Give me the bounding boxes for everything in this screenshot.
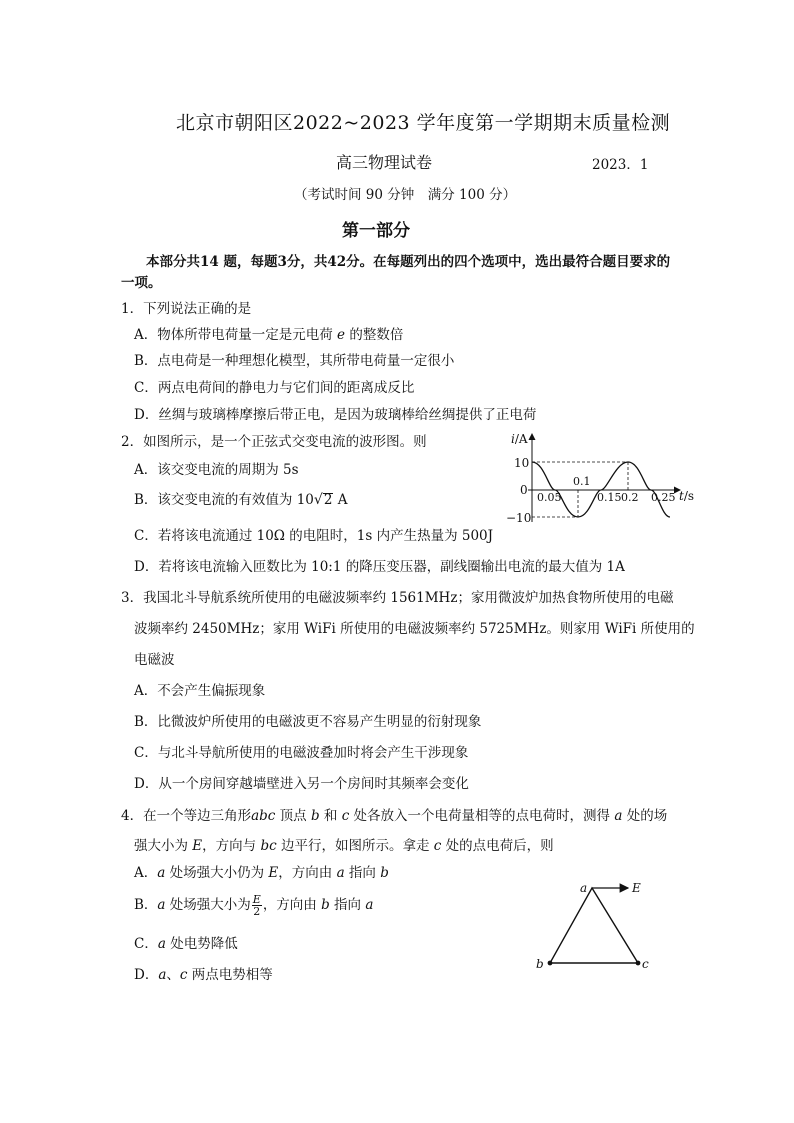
q1-stem: 1．下列说法正确的是: [121, 301, 252, 317]
x-axis-label: t/s: [679, 489, 695, 503]
q2-option-c: C．若将该电流通过 10Ω 的电阻时，1s 内产生热量为 500J: [134, 528, 494, 544]
y-axis-label: i/A: [511, 432, 528, 446]
q2-option-b: B．该交变电流的有效值为 10√2 A: [134, 492, 348, 508]
q3-stem-line3: 电磁波: [134, 652, 175, 668]
triangle-abc: [550, 888, 638, 963]
q2-stem: 2．如图所示，是一个正弦式交变电流的波形图。则: [121, 434, 427, 450]
part-intro-line2: 一项。: [121, 275, 162, 291]
y-tick-neg10: −10: [506, 511, 532, 525]
q1-option-c: C．两点电荷间的静电力与它们间的距离成反比: [134, 380, 415, 396]
q3-option-a: A．不会产生偏振现象: [134, 683, 266, 699]
part-intro-line1: 本部分共14 题，每题3分，共42分。在每题列出的四个选项中，选出最符合题目要求的: [146, 254, 671, 270]
vertex-label-a: a: [580, 881, 588, 895]
q1-option-b: B．点电荷是一种理想化模型，其所带电荷量一定很小: [134, 353, 455, 369]
q2-option-d: D．若将该电流输入匝数比为 10:1 的降压变压器，副线圈输出电流的最大值为 1A: [134, 559, 625, 575]
x-tick-0.1: 0.1: [573, 475, 591, 488]
q2-waveform-figure: [500, 428, 700, 528]
exam-time-note: （考试时间 90 分钟 满分 100 分）: [294, 187, 517, 203]
q1-option-a: A．物体所带电荷量一定是元电荷 e 的整数倍: [134, 327, 404, 343]
charge-b: [548, 961, 553, 966]
q4-stem-line2: 强大小为 E，方向与 bc 边平行，如图所示。拿走 c 处的点电荷后，则: [134, 838, 554, 854]
vertex-label-b: b: [536, 957, 544, 971]
x-tick-0.05: 0.05: [537, 491, 562, 504]
q4-stem-line1: 4．在一个等边三角形abc 顶点 b 和 c 处各放入一个电荷量相等的点电荷时，测得 a 处的场: [121, 808, 668, 824]
y-tick-0: 0: [520, 483, 528, 497]
x-tick-0.15: 0.15: [597, 491, 622, 504]
x-tick-0.2: 0.2: [621, 491, 639, 504]
y-tick-10: 10: [514, 456, 530, 470]
q4-triangle-figure: [528, 872, 658, 976]
fraction-E-over-2: $\frac{E}{2}$: [252, 893, 261, 918]
exam-title: 北京市朝阳区2022~2023 学年度第一学期期末质量检测: [176, 112, 671, 134]
x-tick-0.25: 0.25: [651, 491, 676, 504]
exam-subject: 高三物理试卷: [336, 153, 433, 172]
q4-option-b: B．a 处场强大小为 $\frac{E}{2}$ ，方向由 b 指向 a: [134, 893, 374, 918]
q3-option-d: D．从一个房间穿越墙壁进入另一个房间时其频率会变化: [134, 776, 469, 792]
q2-option-a: A．该交变电流的周期为 5s: [134, 462, 299, 478]
field-label-E: E: [632, 881, 641, 895]
vertex-label-c: c: [642, 957, 649, 971]
q4-option-a: A．a 处场强大小仍为 E，方向由 a 指向 b: [134, 865, 389, 881]
q3-stem-line1: 3．我国北斗导航系统所使用的电磁波频率约 1561MHz；家用微波炉加热食物所使用的电磁: [121, 590, 674, 606]
q3-stem-line2: 波频率约 2450MHz；家用 WiFi 所使用的电磁波频率约 5725MHz。则家用 WiFi 所使用的: [134, 621, 695, 637]
q3-option-b: B．比微波炉所使用的电磁波更不容易产生明显的衍射现象: [134, 714, 482, 730]
q4-option-c: C．a 处电势降低: [134, 936, 238, 952]
q4-option-d: D．a、c 两点电势相等: [134, 967, 273, 983]
q3-option-c: C．与北斗导航所使用的电磁波叠加时将会产生干涉现象: [134, 745, 469, 761]
q1-option-d: D．丝绸与玻璃棒摩擦后带正电，是因为玻璃棒给丝绸提供了正电荷: [134, 407, 537, 423]
part-heading: 第一部分: [342, 221, 410, 241]
exam-date: 2023．1: [592, 157, 649, 173]
charge-c: [636, 961, 641, 966]
